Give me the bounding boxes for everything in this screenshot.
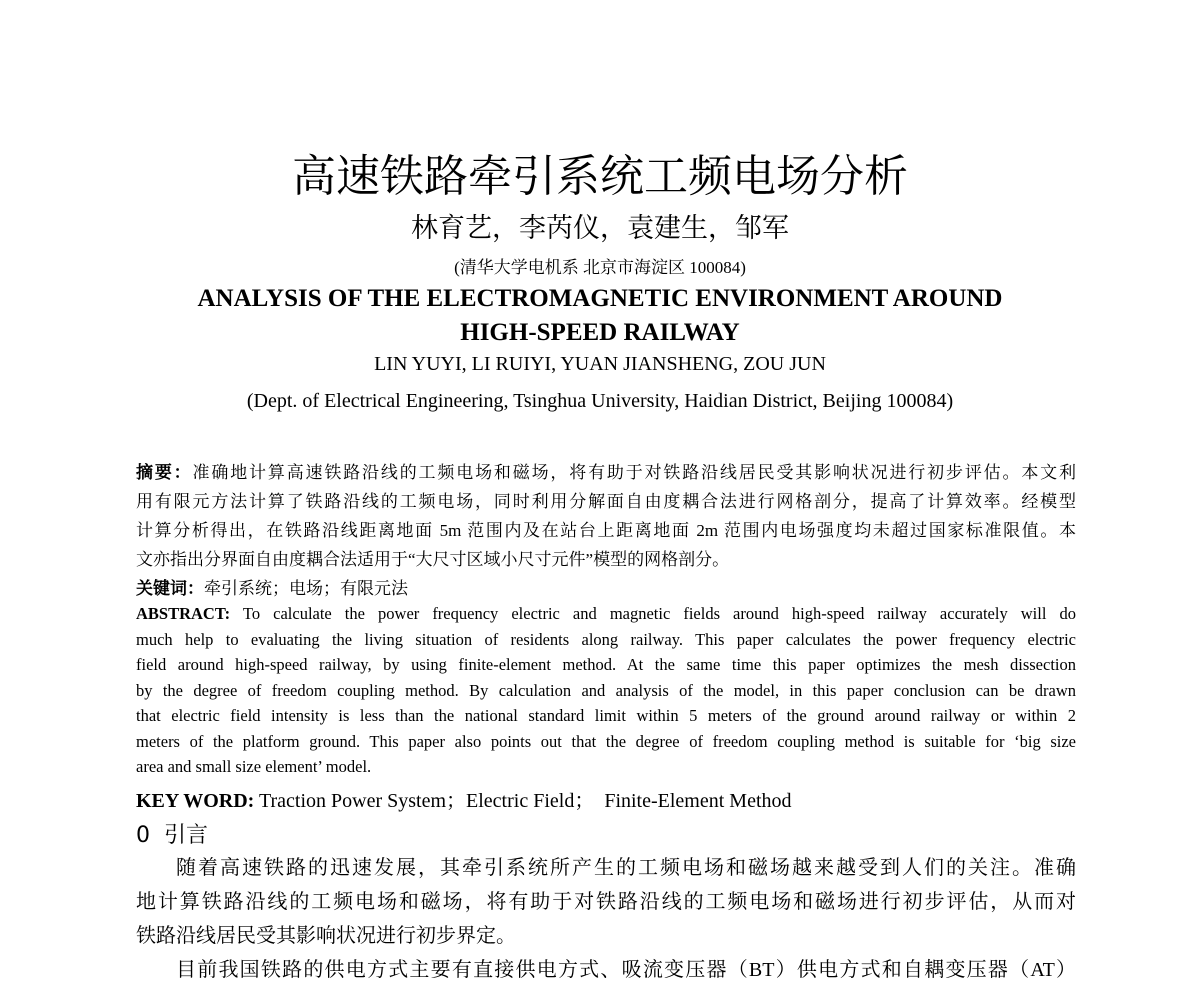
abstract-cn-line: 用有限元方法计算了铁路沿线的工频电场，同时利用分解面自由度耦合法进行网格剖分，提高了计算效率。经模型 (136, 492, 1076, 511)
section-body (136, 851, 1076, 987)
abstract-cn (136, 458, 1076, 603)
abstract-en-line: area and small size element’ model. (136, 757, 372, 776)
keywords-cn-label: 关键词： (136, 579, 204, 598)
body-line: 地计算铁路沿线的工频电场和磁场，将有助于对铁路沿线的工频电场和磁场进行初步评估，从而对 (136, 891, 1076, 913)
abstract-en-line: much help to evaluating the living situation of residents along railway. This paper calculates the power frequency electric (136, 629, 1076, 649)
abstract-cn-line: 计算分析得出，在铁路沿线距离地面 5m 范围内及在站台上距离地面 2m 范围内电场强度均未超过国家标准限值。本 (136, 521, 1076, 540)
keywords-en-text: Traction Power System；Electric Field； Finite-Element Method (254, 790, 792, 812)
paper-title-en-line1: ANALYSIS OF THE ELECTROMAGNETIC ENVIRONMENT AROUND (197, 285, 1003, 312)
paper-title-en-line2: HIGH-SPEED RAILWAY (460, 319, 740, 346)
abstract-en-line: To calculate the power frequency electric and magnetic fields around high-speed railway accurately will do (230, 604, 1076, 623)
body-line: 目前我国铁路的供电方式主要有直接供电方式、吸流变压器（BT）供电方式和自耦变压器（AT） (176, 959, 1076, 981)
keywords-en (136, 784, 1076, 813)
section-heading: 0 引言 (136, 823, 208, 848)
keywords-en-label: KEY WORD: (136, 790, 255, 812)
abstract-en-line: that electric field intensity is less than the national standard limit within 5 meters of the ground around railway or within 2 (136, 706, 1076, 725)
paper-title-cn: 高速铁路牵引系统工频电场分析 (292, 151, 908, 202)
abstract-en-line: meters of the platform ground. This paper also points out that the degree of freedom coupling method is suitable for ‘big size (136, 731, 1076, 751)
abstract-cn-line: 准确地计算高速铁路沿线的工频电场和磁场，将有助于对铁路沿线居民受其影响状况进行初步评估。本文利 (192, 463, 1076, 482)
abstract-cn-label: 摘要： (136, 463, 193, 482)
affiliation-cn: (清华大学电机系 北京市海淀区 100084) (454, 258, 746, 277)
abstract-en-line: field around high-speed railway, by using finite-element method. At the same time this paper optimizes the mesh dissection (136, 655, 1076, 674)
keywords-cn-text: 牵引系统；电场；有限元法 (204, 579, 408, 598)
abstract-cn-line: 文亦指出分界面自由度耦合法适用于“大尺寸区域小尺寸元件”模型的网格剖分。 (136, 550, 730, 569)
abstract-en-line: by the degree of freedom coupling method. By calculation and analysis of the model, in this paper conclusion can be drawn (136, 680, 1076, 700)
authors-en: LIN YUYI, LI RUIYI, YUAN JIANSHENG, ZOU JUN (374, 353, 826, 375)
body-line: 铁路沿线居民受其影响状况进行初步界定。 (136, 925, 516, 947)
abstract-en (136, 601, 1076, 780)
body-line: 随着高速铁路的迅速发展，其牵引系统所产生的工频电场和磁场越来越受到人们的关注。准确 (176, 857, 1076, 879)
affiliation-en: (Dept. of Electrical Engineering, Tsinghua University, Haidian District, Beijing 100084) (246, 390, 954, 412)
keywords-cn (136, 574, 1076, 603)
authors-cn: 林育艺，李芮仪，袁建生，邹军 (411, 213, 789, 243)
abstract-en-label: ABSTRACT: (136, 604, 231, 623)
